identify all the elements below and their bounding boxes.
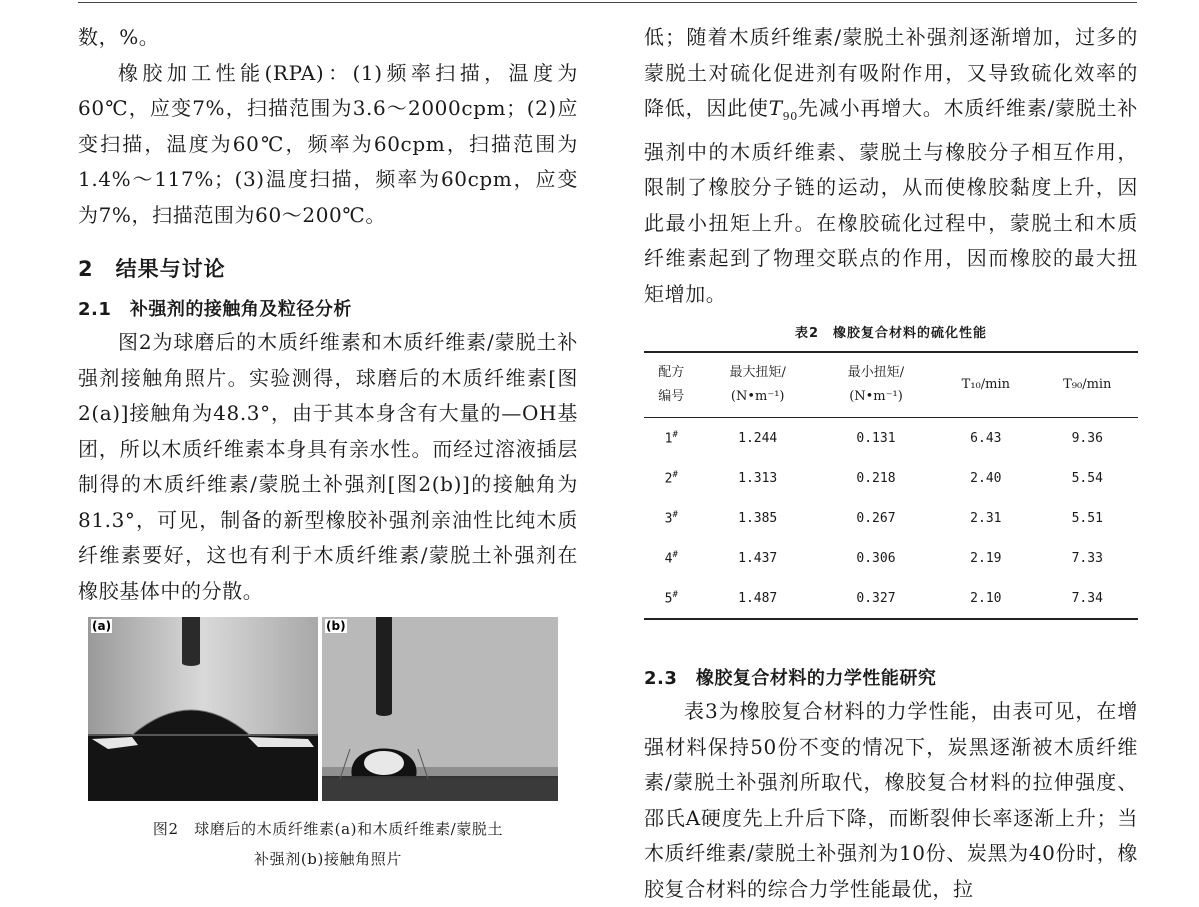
header-max-torque [699, 352, 817, 418]
cell-formula-value: 1 [664, 431, 673, 447]
right-column [644, 20, 1138, 907]
panel-label-a: (a) [92, 619, 112, 633]
table-row [644, 458, 1138, 498]
cell-formula-mark: # [672, 469, 678, 480]
cell-t10: 2.19 [970, 550, 1002, 566]
header-min-torque-line1: 最小扭矩/ [847, 365, 905, 380]
contact-angle-photo-b [322, 617, 558, 801]
figure-caption-line-1: 图2 球磨后的木质纤维素(a)和木质纤维素/蒙脱土 [152, 820, 504, 838]
header-max-torque-line2: (N•m⁻¹) [730, 389, 785, 404]
cell-t90: 5.51 [1071, 510, 1103, 526]
paragraph-vulcanization-part-2: 先减小再增大。木质纤维素/蒙脱土补强剂中的木质纤维素、蒙脱土与橡胶分子相互作用，限制了橡胶分子链的运动，从而使橡胶黏度上升，因此最小扭矩上升。在橡胶硫化过程中，蒙脱土和木质纤维素起到了物理交联点的作用，因而橡胶的最大扭矩增加。 [644, 96, 1138, 306]
cell-min-torque: 0.218 [856, 470, 896, 486]
figure-panel-a [88, 617, 318, 801]
paragraph-contact-angle: 图2为球磨后的木质纤维素和木质纤维素/蒙脱土补强剂接触角照片。实验测得，球磨后的木质纤维素[图2(a)]接触角为48.3°，由于其本身含有大量的—OH基团，所以木质纤维素本身具有亲水性。而经过溶液插层制得的木质纤维素/蒙脱土补强剂[图2(b)]的接触角为81.3°，可见，制备的新型橡胶补强剂亲油性比纯木质纤维素要好，这也有利于木质纤维素/蒙脱土补强剂在橡胶基体中的分散。 [78, 330, 578, 603]
cell-max-torque: 1.437 [738, 550, 778, 566]
table-row [644, 578, 1138, 619]
paragraph-vulcanization-part-1: 低；随着木质纤维素/蒙脱土补强剂逐渐增加，过多的蒙脱土对硫化促进剂有吸附作用，又导致硫化效率的降低，因此使 [644, 25, 1138, 120]
header-max-torque-line1: 最大扭矩/ [729, 365, 786, 380]
cell-t90: 7.34 [1037, 578, 1138, 619]
panel-label-b: (b) [326, 619, 346, 633]
vulcanization-table [644, 351, 1138, 620]
cell-min-torque: 0.267 [856, 510, 896, 526]
figure-panel-b [322, 617, 558, 801]
cell-formula [644, 498, 699, 538]
cell-t10: 2.40 [970, 470, 1002, 486]
paragraph-continuation: 数，%。 [78, 25, 160, 49]
subsection-heading-2-3: 2.3 橡胶复合材料的力学性能研究 [644, 668, 937, 689]
figure-caption-line-2: 补强剂(b)接触角照片 [254, 850, 402, 868]
header-min-torque-line2: (N•m⁻¹) [849, 389, 903, 404]
cell-t10: 6.43 [970, 430, 1002, 446]
contact-angle-photo-a [88, 617, 318, 801]
left-column [78, 20, 578, 609]
cell-formula-value: 4 [664, 551, 673, 567]
cell-formula-mark: # [672, 429, 678, 440]
cell-t90: 7.33 [1071, 550, 1103, 566]
cell-formula-mark: # [672, 589, 678, 600]
section-heading: 2 结果与讨论 [78, 257, 226, 281]
cell-min-torque: 0.327 [817, 578, 935, 619]
paragraph-vulcanization [644, 20, 1138, 312]
cell-max-torque: 1.385 [738, 510, 778, 526]
table-caption: 表2 橡胶复合材料的硫化性能 [794, 326, 988, 341]
header-rule [78, 2, 1137, 3]
figure-2 [88, 617, 558, 801]
cell-max-torque: 1.313 [738, 470, 778, 486]
header-min-torque [817, 352, 935, 418]
table-row [644, 498, 1138, 538]
cell-formula-value: 2 [664, 471, 673, 487]
cell-formula [644, 458, 699, 498]
cell-t10: 2.10 [935, 578, 1036, 619]
paragraph-mechanical: 表3为橡胶复合材料的力学性能，由表可见，在增强材料保持50份不变的情况下，炭黑逐渐被木质纤维素/蒙脱土补强剂所取代，橡胶复合材料的拉伸强度、邵氏A硬度先上升后下降，而断裂伸长率逐渐上升；当木质纤维素/蒙脱土补强剂为10份、炭黑为40份时，橡胶复合材料的综合力学性能最优，拉 [644, 699, 1138, 901]
t90-subscript: 90 [782, 110, 798, 123]
header-t10: T₁₀/min [935, 352, 1036, 418]
table-row [644, 538, 1138, 578]
cell-formula [644, 418, 699, 459]
cell-formula-mark: # [672, 509, 678, 520]
figure-caption [78, 814, 578, 874]
header-formula-line2: 编号 [658, 389, 685, 404]
paragraph-rpa-method: 橡胶加工性能(RPA)：(1)频率扫描，温度为60℃，应变7%，扫描范围为3.6～2000cpm；(2)应变扫描，温度为60℃，频率为60cpm，扫描范围为1.4%～117%；(3)温度扫描，频率为60cpm，应变为7%，扫描范围为60～200℃。 [78, 60, 578, 227]
cell-formula [644, 538, 699, 578]
subsection-heading-2-1: 2.1 补强剂的接触角及粒径分析 [78, 299, 352, 320]
cell-t90: 5.54 [1071, 470, 1103, 486]
table-header-row [644, 352, 1138, 418]
cell-formula-value: 5 [664, 591, 673, 607]
cell-max-torque: 1.244 [738, 430, 778, 446]
cell-t10: 2.31 [970, 510, 1002, 526]
cell-formula-mark: # [672, 549, 678, 560]
cell-min-torque: 0.306 [856, 550, 896, 566]
header-formula-line1: 配方 [658, 365, 685, 380]
cell-min-torque: 0.131 [856, 430, 896, 446]
cell-formula [644, 578, 699, 619]
cell-t90: 9.36 [1071, 430, 1103, 446]
table-row [644, 418, 1138, 459]
header-formula-no [644, 352, 699, 418]
cell-max-torque: 1.487 [699, 578, 817, 619]
cell-formula-value: 3 [664, 511, 673, 527]
header-t90: T₉₀/min [1037, 352, 1138, 418]
t90-symbol: T [768, 96, 783, 120]
